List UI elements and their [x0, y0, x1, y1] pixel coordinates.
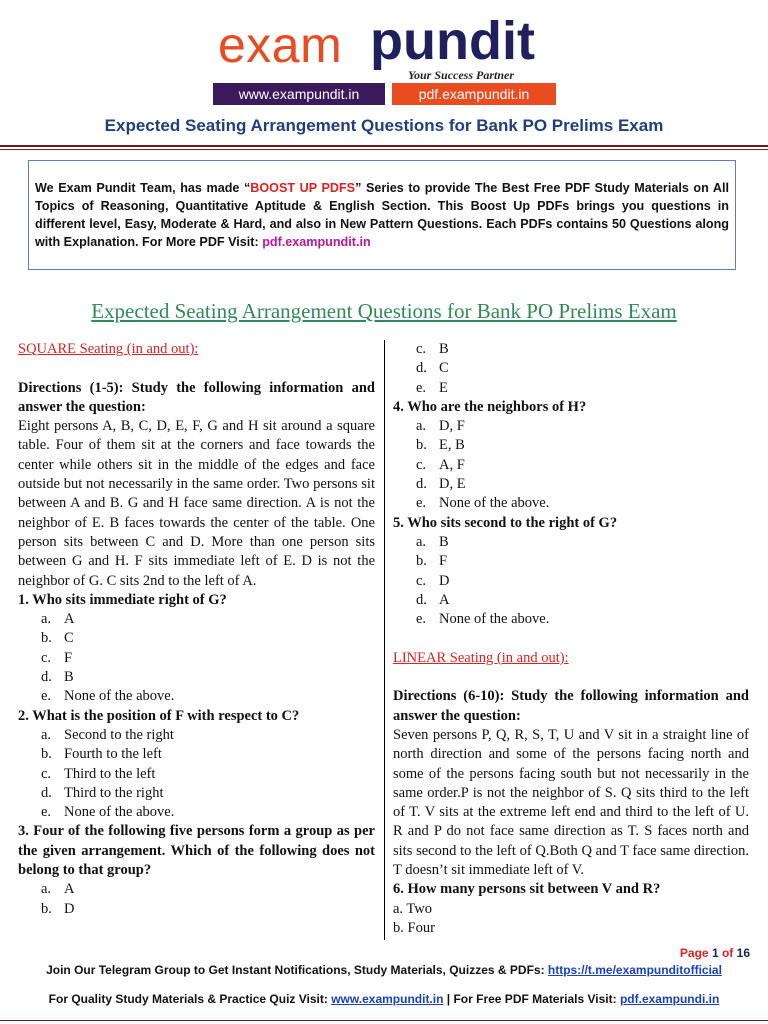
footer-telegram: Join Our Telegram Group to Get Instant Notifications, Study Materials, Quizzes & PDFs: https://t.me/exampunditofficial	[46, 963, 722, 977]
option: c. Third to the left	[41, 765, 156, 782]
option: b. F	[416, 553, 448, 570]
option: d. A	[416, 591, 450, 608]
option: a. Second to the right	[41, 726, 174, 743]
main-title: Expected Seating Arrangement Questions for Bank PO Prelims Exam	[91, 299, 677, 323]
left-column	[18, 340, 375, 919]
option: a. D, F	[416, 418, 465, 435]
intro-box	[28, 160, 736, 270]
option: b. E, B	[416, 437, 465, 454]
logo-exam-text: exam	[218, 17, 343, 73]
logo-pundit-text: pundit	[370, 11, 535, 71]
question-1: 1. Who sits immediate right of G?	[18, 591, 227, 608]
option: e. None of the above.	[41, 804, 175, 821]
option: a. A	[41, 881, 75, 898]
directions-1-5: Directions (1-5): Study the following information and answer the question:	[18, 379, 375, 415]
option: b. C	[41, 630, 74, 647]
page-header	[0, 0, 768, 150]
option: d. C	[416, 360, 449, 377]
header-rule-thin	[0, 149, 768, 150]
passage-linear: Seven persons P, Q, R, S, T, U and V sit in a straight line of north direction and some of the persons facing north and some of the persons facing south but not necessarily in the same order.P is not the neighbor of S. Q sits third to the left of T. V sits at the extreme left end and third to the left of U. R and P do not face same direction as T. S faces north and sits second to the left of Q.Both Q and T face same direction. T doesn’t sit immediate left of V.	[393, 726, 749, 879]
question-3-options-continued	[393, 340, 749, 398]
intro-highlight: BOOST UP PDFS	[250, 181, 356, 195]
header-url-website[interactable]: www.exampundit.in	[213, 83, 385, 105]
option: d. B	[41, 669, 74, 686]
question-6-option-a: a. Two	[393, 900, 432, 917]
directions-6-10: Directions (6-10): Study the following information and answer the question:	[393, 688, 749, 724]
pdf-link[interactable]: pdf.exampundi.in	[619, 992, 720, 1006]
option: e. None of the above.	[416, 611, 550, 628]
option: e. None of the above.	[41, 688, 175, 705]
option: e. None of the above.	[416, 495, 550, 512]
question-5-options	[393, 533, 749, 629]
column-divider	[384, 340, 385, 940]
telegram-link[interactable]: https://t.me/exampunditofficial	[547, 963, 722, 977]
section-heading-linear: LINEAR Seating (in and out):	[393, 649, 569, 666]
question-3: 3. Four of the following five persons form a group as per the given arrangement. Which of the following does not belong to that group?	[18, 823, 375, 879]
option: a. A	[41, 611, 75, 628]
intro-text-1: We Exam Pundit Team, has made “	[35, 181, 251, 195]
option: b. Fourth to the left	[41, 746, 162, 763]
intro-link[interactable]: pdf.exampundit.in	[262, 235, 371, 249]
option: d. Third to the right	[41, 784, 164, 801]
website-link[interactable]: www.exampundit.in	[331, 992, 444, 1006]
header-rule	[0, 145, 768, 147]
question-4-options	[393, 417, 749, 513]
option: d. D, E	[416, 476, 466, 493]
option: a. B	[416, 533, 449, 550]
intro-text-2: ” Series to provide The Best Free PDF Study Materials on All Topics of Reasoning, Quantitative Aptitude & English Section. This Boost Up PDFs brings you questions in different level, Easy, Moderate & Hard, and also in New Pattern Questions. Each PDFs contains 50 Questions along with Explanation. For More PDF Visit:	[35, 181, 729, 249]
question-6: 6. How many persons sit between V and R?	[393, 881, 661, 898]
header-title: Expected Seating Arrangement Questions for Bank PO Prelims Exam	[104, 116, 664, 135]
footer-rule	[0, 1020, 768, 1021]
question-5: 5. Who sits second to the right of G?	[393, 514, 618, 531]
option: b. D	[41, 900, 75, 917]
question-3-options	[18, 880, 375, 919]
option: c. B	[416, 341, 449, 357]
question-4: 4. Who are the neighbors of H?	[393, 398, 587, 415]
logo-tagline: Your Success Partner	[408, 68, 515, 82]
question-2-options	[18, 726, 375, 822]
passage-square: Eight persons A, B, C, D, E, F, G and H sit around a square table. Four of them sit at the corners and face towards the center while others sit in the middle of the edges and face outside but not necessarily in the same order. Two persons sit between A and B. G and H face same direction. A is not the neighbor of E. B faces towards the center of the table. One person sits between C and D. More than one person sits between G and H. F sits immediate left of E. D is not the neighbor of G. C sits 2nd to the left of A.	[18, 418, 375, 589]
option: e. E	[416, 379, 448, 396]
footer-visit: For Quality Study Materials & Practice Quiz Visit: www.exampundit.in | For Free PDF Materials Visit: pdf.exampundi.in	[48, 992, 720, 1006]
option: c. F	[41, 649, 73, 666]
option: c. D	[416, 572, 450, 589]
question-1-options	[18, 610, 375, 706]
section-heading-square: SQUARE Seating (in and out):	[18, 341, 199, 357]
right-column	[393, 340, 749, 938]
header-url-pdf[interactable]: pdf.exampundit.in	[392, 83, 556, 105]
question-6-option-b: b. Four	[393, 919, 435, 936]
exampundit-logo	[218, 11, 558, 82]
option: c. A, F	[416, 456, 465, 473]
page-number: Page 1 of 16	[679, 946, 750, 960]
question-2: 2. What is the position of F with respect to C?	[18, 707, 300, 724]
